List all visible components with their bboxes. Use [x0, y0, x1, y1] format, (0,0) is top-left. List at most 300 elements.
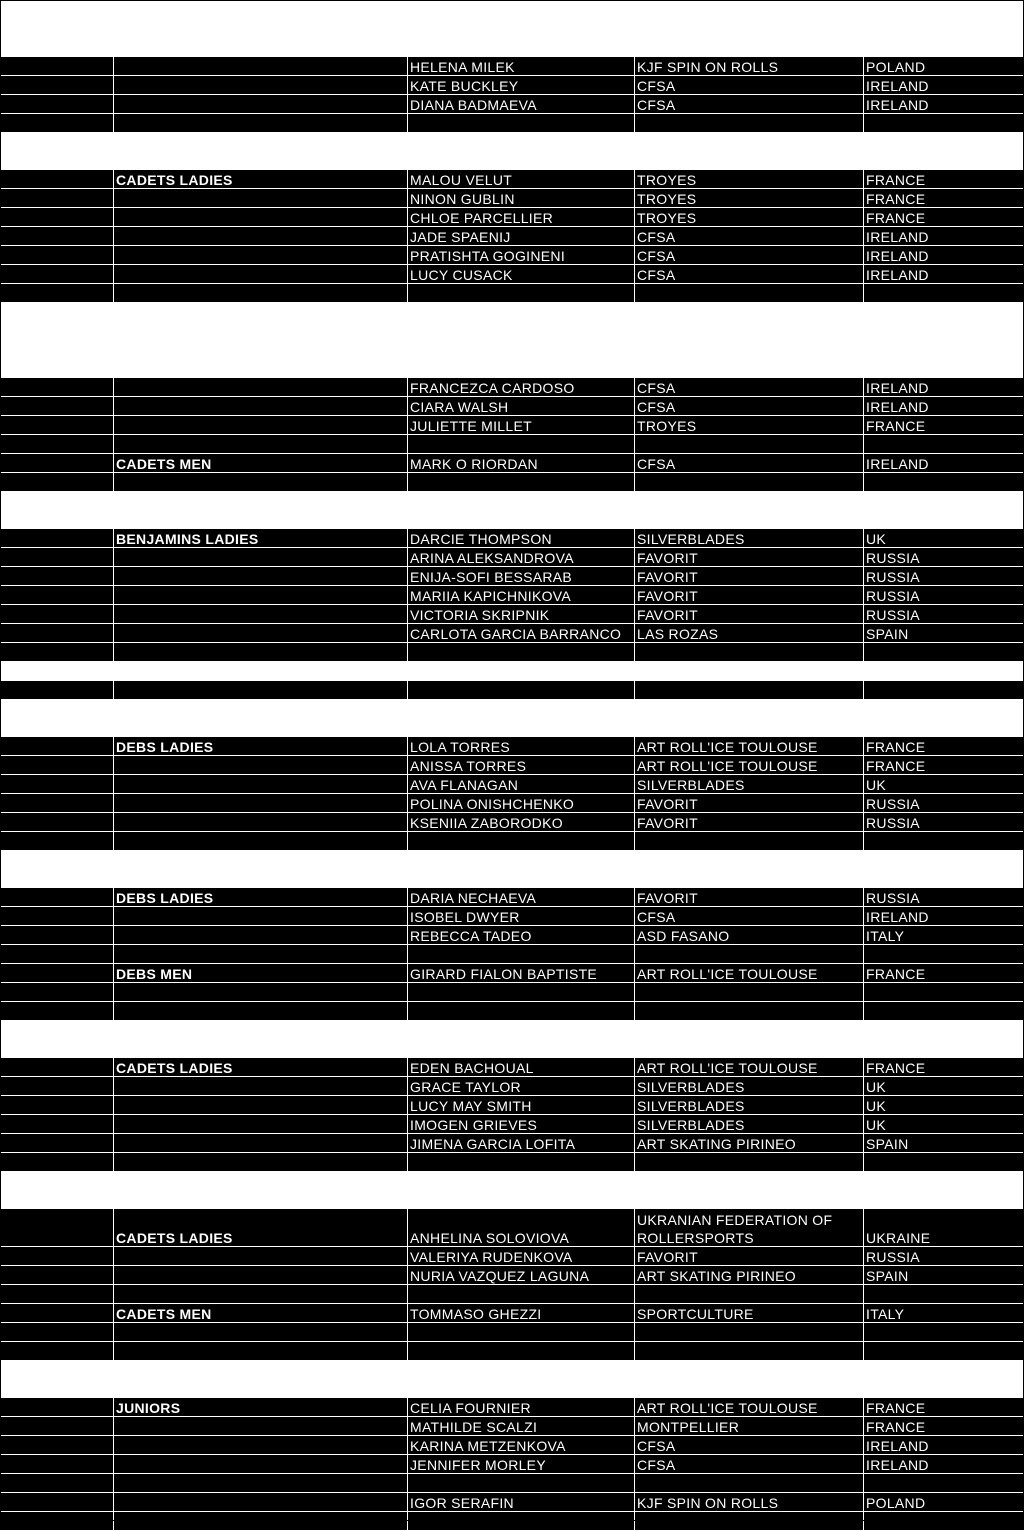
skater-name-cell	[408, 983, 635, 1002]
skater-name-cell: GRACE TAYLOR	[408, 1077, 635, 1096]
category-cell	[114, 1323, 408, 1342]
club-cell: CFSA	[635, 227, 864, 246]
table-row	[0, 832, 1024, 851]
index-cell	[0, 265, 114, 284]
category-cell	[114, 567, 408, 586]
skater-name-cell: ENIJA-SOFI BESSARAB	[408, 567, 635, 586]
table-row	[0, 624, 1024, 643]
skater-name-cell	[408, 1474, 635, 1493]
table-row	[0, 1247, 1024, 1266]
table-row	[0, 1493, 1024, 1512]
country-cell: SPAIN	[866, 1135, 909, 1152]
country-cell: UK	[866, 1097, 887, 1114]
country-cell	[864, 114, 1024, 133]
category-cell	[114, 416, 408, 435]
skater-name-cell: POLINA ONISHCHENKO	[408, 794, 635, 813]
country-cell	[864, 1323, 1024, 1342]
category-cell	[114, 775, 408, 794]
skater-name-cell: NINON GUBLIN	[408, 189, 635, 208]
skater-name-cell: EDEN BACHOUAL	[408, 1058, 635, 1077]
index-cell	[0, 832, 114, 851]
category-cell	[114, 1247, 408, 1266]
club-cell: FAVORIT	[635, 813, 864, 832]
country-cell: ITALY	[866, 1305, 905, 1322]
category-cell	[114, 76, 408, 95]
table-row	[0, 926, 1024, 945]
club-cell: FAVORIT	[635, 548, 864, 567]
category-cell	[114, 643, 408, 662]
country-cell	[864, 832, 1024, 851]
club-cell: MONTPELLIER	[635, 1417, 864, 1436]
category-cell	[114, 246, 408, 265]
country-cell: RUSSIA	[866, 568, 920, 585]
index-cell	[0, 1002, 114, 1021]
skater-name-cell	[408, 1512, 635, 1531]
country-cell	[864, 983, 1024, 1002]
spacer-row	[0, 303, 1024, 378]
category-cell	[114, 1493, 408, 1512]
index-cell	[0, 1247, 114, 1266]
country-cell: FRANCE	[866, 171, 926, 188]
club-cell: CFSA	[635, 246, 864, 265]
skater-name-cell	[408, 945, 635, 964]
category-cell	[114, 227, 408, 246]
country-cell	[864, 473, 1024, 492]
index-cell	[0, 813, 114, 832]
club-cell: KJF SPIN ON ROLLS	[635, 57, 864, 76]
category-cell	[114, 57, 408, 76]
country-cell: RUSSIA	[866, 889, 920, 906]
club-cell: TROYES	[635, 189, 864, 208]
club-cell: SPORTCULTURE	[635, 1304, 864, 1323]
index-cell	[0, 1304, 114, 1323]
country-cell: FRANCE	[866, 738, 926, 755]
club-cell: ART SKATING PIRINEO	[635, 1266, 864, 1285]
club-cell	[635, 1285, 864, 1304]
index-cell	[0, 170, 114, 189]
club-cell	[635, 1512, 864, 1531]
country-cell	[864, 1512, 1024, 1531]
country-cell	[864, 1002, 1024, 1021]
category-cell	[114, 473, 408, 492]
table-row	[0, 888, 1024, 907]
table-row	[0, 1285, 1024, 1304]
index-cell	[0, 1285, 114, 1304]
table-row	[0, 284, 1024, 303]
country-cell: FRANCE	[866, 965, 926, 982]
country-cell: RUSSIA	[866, 814, 920, 831]
country-cell: RUSSIA	[866, 587, 920, 604]
category-cell	[114, 813, 408, 832]
index-cell	[0, 189, 114, 208]
index-cell	[0, 435, 114, 454]
club-cell: SILVERBLADES	[635, 529, 864, 548]
table-row	[0, 586, 1024, 605]
skater-name-cell: REBECCA TADEO	[408, 926, 635, 945]
skater-name-cell: MARIIA KAPICHNIKOVA	[408, 586, 635, 605]
table-row	[0, 529, 1024, 548]
table-row	[0, 1417, 1024, 1436]
index-cell	[0, 605, 114, 624]
skater-name-cell: JULIETTE MILLET	[408, 416, 635, 435]
spacer-row	[0, 1021, 1024, 1058]
table-row	[0, 756, 1024, 775]
country-cell: FRANCE	[866, 190, 926, 207]
club-cell: CFSA	[635, 265, 864, 284]
skater-name-cell	[408, 1342, 635, 1361]
country-cell	[864, 1342, 1024, 1361]
table-row	[0, 1342, 1024, 1361]
country-cell: IRELAND	[866, 266, 929, 283]
country-cell: FRANCE	[866, 1418, 926, 1435]
skater-name-cell: NURIA VAZQUEZ LAGUNA	[408, 1266, 635, 1285]
country-cell: FRANCE	[866, 1399, 926, 1416]
country-cell: FRANCE	[866, 1059, 926, 1076]
country-cell	[864, 284, 1024, 303]
category-cell	[114, 926, 408, 945]
category-cell	[114, 284, 408, 303]
club-cell: ART ROLL'ICE TOULOUSE	[635, 756, 864, 775]
country-cell: FRANCE	[866, 757, 926, 774]
country-cell	[864, 681, 1024, 700]
index-cell	[0, 227, 114, 246]
club-cell: ASD FASANO	[635, 926, 864, 945]
table-row	[0, 208, 1024, 227]
skater-name-cell: JIMENA GARCIA LOFITA	[408, 1134, 635, 1153]
club-cell: UKRANIAN FEDERATION OF ROLLERSPORTS	[635, 1209, 864, 1247]
category-cell	[114, 265, 408, 284]
category-cell	[114, 1455, 408, 1474]
skater-name-cell	[408, 1285, 635, 1304]
country-cell	[864, 945, 1024, 964]
table-row	[0, 1058, 1024, 1077]
country-cell: UKRAINE	[866, 1230, 931, 1246]
table-row	[0, 548, 1024, 567]
index-cell	[0, 926, 114, 945]
category-cell: CADETS LADIES	[114, 1058, 408, 1077]
country-cell: UK	[866, 530, 887, 547]
country-cell: IRELAND	[866, 228, 929, 245]
index-cell	[0, 681, 114, 700]
club-cell: FAVORIT	[635, 794, 864, 813]
table-row	[0, 681, 1024, 700]
skater-name-cell	[408, 681, 635, 700]
category-cell	[114, 397, 408, 416]
club-cell: SILVERBLADES	[635, 1096, 864, 1115]
club-cell	[635, 1323, 864, 1342]
club-cell: CFSA	[635, 907, 864, 926]
category-cell	[114, 794, 408, 813]
table-row	[0, 983, 1024, 1002]
category-cell	[114, 1115, 408, 1134]
skater-name-cell	[408, 114, 635, 133]
category-cell	[114, 1436, 408, 1455]
index-cell	[0, 586, 114, 605]
club-cell	[635, 643, 864, 662]
table-row	[0, 1304, 1024, 1323]
category-cell	[114, 945, 408, 964]
index-cell	[0, 1474, 114, 1493]
table-row	[0, 378, 1024, 397]
club-cell: TROYES	[635, 170, 864, 189]
spacer-row	[0, 662, 1024, 681]
skater-name-cell: IGOR SERAFIN	[408, 1493, 635, 1512]
country-cell	[864, 643, 1024, 662]
club-cell: KJF SPIN ON ROLLS	[635, 1493, 864, 1512]
skater-name-cell: DARIA NECHAEVA	[408, 888, 635, 907]
index-cell	[0, 964, 114, 983]
spacer-row	[0, 1361, 1024, 1398]
table-row	[0, 189, 1024, 208]
skater-name-cell: HELENA MILEK	[408, 57, 635, 76]
index-cell	[0, 1398, 114, 1417]
skater-name-cell: IMOGEN GRIEVES	[408, 1115, 635, 1134]
category-cell	[114, 1266, 408, 1285]
category-cell: BENJAMINS LADIES	[114, 529, 408, 548]
club-cell: FAVORIT	[635, 888, 864, 907]
country-cell: POLAND	[866, 1494, 926, 1511]
skater-name-cell	[408, 832, 635, 851]
category-cell	[114, 1285, 408, 1304]
spacer-row	[0, 1172, 1024, 1209]
country-cell	[864, 1285, 1024, 1304]
index-cell	[0, 567, 114, 586]
table-row	[0, 1436, 1024, 1455]
index-cell	[0, 945, 114, 964]
table-row	[0, 454, 1024, 473]
country-cell: IRELAND	[866, 247, 929, 264]
country-cell: UK	[866, 776, 887, 793]
category-cell	[114, 95, 408, 114]
index-cell	[0, 624, 114, 643]
index-cell	[0, 95, 114, 114]
index-cell	[0, 1266, 114, 1285]
table-row	[0, 1096, 1024, 1115]
table-row	[0, 435, 1024, 454]
country-cell: SPAIN	[866, 1267, 909, 1284]
category-cell	[114, 832, 408, 851]
index-cell	[0, 529, 114, 548]
country-cell: IRELAND	[866, 1437, 929, 1454]
category-cell	[114, 378, 408, 397]
index-cell	[0, 1455, 114, 1474]
skater-name-cell: ISOBEL DWYER	[408, 907, 635, 926]
index-cell	[0, 416, 114, 435]
club-cell	[635, 983, 864, 1002]
index-cell	[0, 76, 114, 95]
table-row	[0, 95, 1024, 114]
index-cell	[0, 1323, 114, 1342]
index-cell	[0, 57, 114, 76]
table-row	[0, 775, 1024, 794]
skater-name-cell: JADE SPAENIJ	[408, 227, 635, 246]
table-row	[0, 114, 1024, 133]
country-cell: RUSSIA	[866, 606, 920, 623]
index-cell	[0, 284, 114, 303]
index-cell	[0, 378, 114, 397]
club-cell: CFSA	[635, 1436, 864, 1455]
club-cell: ART ROLL'ICE TOULOUSE	[635, 1398, 864, 1417]
skater-name-cell: MATHILDE SCALZI	[408, 1417, 635, 1436]
country-cell: UK	[866, 1078, 887, 1095]
table-row	[0, 416, 1024, 435]
table-row	[0, 1077, 1024, 1096]
skater-name-cell	[408, 435, 635, 454]
skater-name-cell	[408, 1153, 635, 1172]
index-cell	[0, 1115, 114, 1134]
category-cell	[114, 1077, 408, 1096]
category-cell	[114, 1134, 408, 1153]
table-row	[0, 265, 1024, 284]
index-cell	[0, 1209, 114, 1247]
country-cell: RUSSIA	[866, 549, 920, 566]
club-cell: CFSA	[635, 378, 864, 397]
index-cell	[0, 1077, 114, 1096]
skater-name-cell: FRANCEZCA CARDOSO	[408, 378, 635, 397]
table-row	[0, 170, 1024, 189]
table-row	[0, 1512, 1024, 1531]
index-cell	[0, 983, 114, 1002]
club-cell: SILVERBLADES	[635, 775, 864, 794]
table-row	[0, 473, 1024, 492]
index-cell	[0, 1417, 114, 1436]
table-row	[0, 1134, 1024, 1153]
table-row	[0, 1398, 1024, 1417]
club-cell	[635, 681, 864, 700]
club-cell	[635, 1474, 864, 1493]
club-cell: CFSA	[635, 76, 864, 95]
table-row	[0, 1002, 1024, 1021]
table-row	[0, 945, 1024, 964]
category-cell	[114, 681, 408, 700]
skater-name-cell: MALOU VELUT	[408, 170, 635, 189]
club-cell	[635, 1153, 864, 1172]
country-cell: POLAND	[866, 58, 926, 75]
index-cell	[0, 756, 114, 775]
category-cell: CADETS MEN	[114, 454, 408, 473]
skater-name-cell: CIARA WALSH	[408, 397, 635, 416]
club-cell: FAVORIT	[635, 1247, 864, 1266]
skater-name-cell: DARCIE THOMPSON	[408, 529, 635, 548]
category-cell	[114, 605, 408, 624]
club-cell: ART ROLL'ICE TOULOUSE	[635, 964, 864, 983]
index-cell	[0, 1436, 114, 1455]
skater-name-cell: DIANA BADMAEVA	[408, 95, 635, 114]
skater-name-cell: ANISSA TORRES	[408, 756, 635, 775]
table-row	[0, 1323, 1024, 1342]
index-cell	[0, 1342, 114, 1361]
skater-name-cell	[408, 473, 635, 492]
index-cell	[0, 1058, 114, 1077]
spacer-row	[0, 851, 1024, 888]
club-cell: CFSA	[635, 454, 864, 473]
index-cell	[0, 1153, 114, 1172]
skater-name-cell	[408, 284, 635, 303]
category-cell	[114, 983, 408, 1002]
category-cell	[114, 114, 408, 133]
skater-name-cell: JENNIFER MORLEY	[408, 1455, 635, 1474]
category-cell	[114, 1002, 408, 1021]
index-cell	[0, 548, 114, 567]
club-cell	[635, 114, 864, 133]
skater-name-cell: AVA FLANAGAN	[408, 775, 635, 794]
country-cell: IRELAND	[866, 379, 929, 396]
country-cell: RUSSIA	[866, 795, 920, 812]
skater-name-cell	[408, 643, 635, 662]
index-cell	[0, 794, 114, 813]
table-row	[0, 397, 1024, 416]
index-cell	[0, 397, 114, 416]
index-cell	[0, 114, 114, 133]
table-row	[0, 57, 1024, 76]
country-cell: IRELAND	[866, 398, 929, 415]
country-cell	[864, 435, 1024, 454]
table-row	[0, 1115, 1024, 1134]
club-cell	[635, 832, 864, 851]
club-cell: CFSA	[635, 95, 864, 114]
category-cell: CADETS MEN	[114, 1304, 408, 1323]
club-cell: FAVORIT	[635, 605, 864, 624]
club-cell: LAS ROZAS	[635, 624, 864, 643]
index-cell	[0, 1493, 114, 1512]
index-cell	[0, 208, 114, 227]
category-cell	[114, 208, 408, 227]
table-row	[0, 907, 1024, 926]
category-cell: DEBS MEN	[114, 964, 408, 983]
skater-name-cell	[408, 1002, 635, 1021]
country-cell: IRELAND	[866, 96, 929, 113]
skater-name-cell: TOMMASO GHEZZI	[408, 1304, 635, 1323]
country-cell: RUSSIA	[866, 1248, 920, 1265]
club-cell	[635, 284, 864, 303]
club-cell	[635, 1002, 864, 1021]
category-cell	[114, 1417, 408, 1436]
skater-name-cell	[408, 1323, 635, 1342]
category-cell	[114, 548, 408, 567]
club-cell	[635, 435, 864, 454]
skater-name-cell: VALERIYA RUDENKOVA	[408, 1247, 635, 1266]
club-cell: TROYES	[635, 416, 864, 435]
spacer-row	[0, 492, 1024, 529]
skater-name-cell: GIRARD FIALON BAPTISTE	[408, 964, 635, 983]
skater-name-cell: LOLA TORRES	[408, 737, 635, 756]
country-cell: ITALY	[866, 927, 905, 944]
category-cell: CADETS LADIES	[114, 170, 408, 189]
country-cell: IRELAND	[866, 908, 929, 925]
club-cell: CFSA	[635, 397, 864, 416]
club-cell	[635, 1342, 864, 1361]
skater-name-cell: KATE BUCKLEY	[408, 76, 635, 95]
index-cell	[0, 454, 114, 473]
country-cell: FRANCE	[866, 209, 926, 226]
category-cell	[114, 1096, 408, 1115]
table-row	[0, 1153, 1024, 1172]
skater-name-cell: VICTORIA SKRIPNIK	[408, 605, 635, 624]
club-cell: FAVORIT	[635, 586, 864, 605]
index-cell	[0, 888, 114, 907]
category-cell	[114, 1512, 408, 1531]
country-cell: IRELAND	[866, 455, 929, 472]
spacer-row	[0, 0, 1024, 57]
table-row	[0, 813, 1024, 832]
category-cell: CADETS LADIES	[114, 1209, 408, 1247]
category-cell	[114, 1342, 408, 1361]
skater-name-cell: KSENIIA ZABORODKO	[408, 813, 635, 832]
category-cell	[114, 435, 408, 454]
table-row	[0, 567, 1024, 586]
table-row	[0, 643, 1024, 662]
skater-name-cell: ARINA ALEKSANDROVA	[408, 548, 635, 567]
